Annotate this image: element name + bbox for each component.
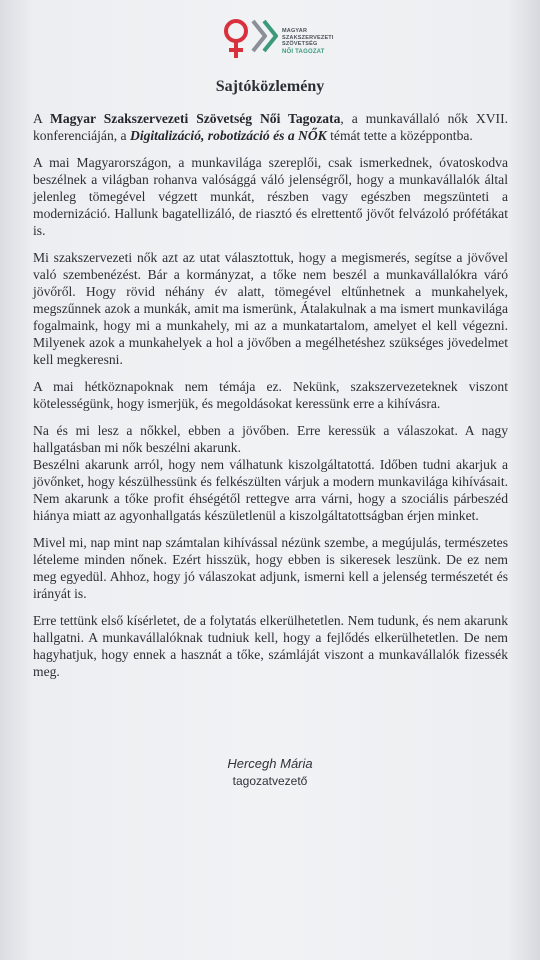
body-paragraph: Mi szakszervezeti nők azt az utat választottuk, hogy a megismerés, segítse a jövővel való szembenézést. Bár a kormányzat, a tőke nem beszél a munkavállalókra váró jövőről. Hogy rövid néhány év alatt, tömegével eltűnhetnek a munkahelyek, megszűnnek azok a munkák, amit ma ismerünk, Átalakulnak a ma ismert munkavilága fogalmaink, hogy mi a munkahely, mi az a munkatartalom, amelyet el kell végezni. Milyenek azok a munkahelyek a hol a jövőben a megélhetéshez szükséges jövedelmet kell megkeresni. — [33, 250, 508, 367]
intro-text-b: , a munkavállaló nők XVII. konferenciáján, a — [33, 111, 509, 143]
body-paragraph: A mai Magyarországon, a munkavilága szereplői, csak ismerkednek, óvatoskodva beszélnek a világban rohanva valósággá váló jelenségről, hogy a munkavállalók által jelenleg tömegével végzett munkát, részben vagy egészben megszünteti a modernizáció. Hallunk bagatellizáló, de riasztó és elrettentő jövőt felvázoló prófétákat is. — [33, 155, 508, 238]
organization-name: Magyar Szakszervezeti Szövetség Női Tagozata — [50, 111, 341, 126]
conference-topic: Digitalizáció, robotizáció és a NŐK — [130, 128, 327, 143]
press-release-body — [33, 110, 508, 690]
body-paragraph: Erre tettünk első kísérletet, de a folytatás elkerülhetetlen. Nem tudunk, és nem akarunk hallgatni. A munkavállalóknak tudniuk kell, hogy a fejlődés elkerülhetetlen. De nem hagyhatjuk, hogy ennek a hasznát a tőke, számláját viszont a munkavállalók fizessék meg. — [33, 613, 508, 679]
logo-line: MAGYAR — [282, 28, 308, 34]
body-paragraph: Beszélni akarunk arról, hogy nem válhatunk kiszolgáltatottá. Időben tudni akarjuk a jövőnket, hogy készülhessünk és felkészülten várjuk a modern munkavilága kihívásait. Nem akarunk a tőke profit éhségétől rettegve arra várni, hogy a szociális párbeszéd hiánya miatt az agyonhallgatás készületlenül a kiszolgáltatottságban érjen minket. — [33, 457, 508, 523]
logo-line: SZÖVETSÉG — [282, 41, 318, 47]
signatory-name: Hercegh Mária — [227, 756, 313, 771]
logo-text — [282, 28, 352, 55]
body-paragraph: Mivel mi, nap mint nap számtalan kihívással nézünk szembe, a megújulás, természetes lételeme minden nőnek. Ezért hisszük, hogy ebben is sikeresek leszünk. De ez nem meg egyedül. Ahhoz, hogy jó válaszokat adjunk, ismerni kell a jelenség természetét és irányát is. — [33, 535, 508, 601]
women-symbol-icon — [220, 14, 290, 62]
signatory-role: tagozatvezető — [232, 774, 308, 788]
intro-text-a: A — [33, 111, 50, 126]
logo-line: SZAKSZERVEZETI — [282, 34, 334, 41]
document-title: Sajtóközlemény — [215, 78, 325, 95]
intro-text-c: témát tette a középpontba. — [326, 128, 473, 143]
intro-paragraph — [33, 110, 508, 144]
signature-block — [0, 756, 540, 788]
body-paragraph: Na és mi lesz a nőkkel, ebben a jövőben. Erre keressük a válaszokat. A nagy hallgatásban mi nők beszélni akarunk. — [33, 423, 508, 455]
body-paragraph: A mai hétköznapoknak nem témája ez. Nekünk, szakszervezeteknek viszont kötelességünk, hogy ismerjük, és megoldásokat keressünk erre a kihívásra. — [33, 379, 508, 411]
logo-line-tagozat: NŐI TAGOZAT — [282, 48, 325, 55]
